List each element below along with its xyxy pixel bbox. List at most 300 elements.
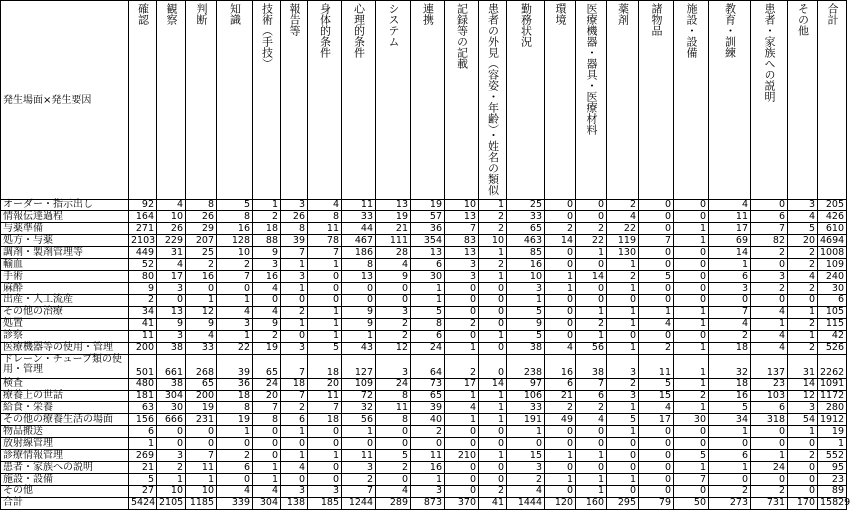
col-header xyxy=(818,1,847,200)
table-cell: 6 xyxy=(709,271,751,283)
table-cell: 8 xyxy=(308,211,342,223)
table-cell: 25 xyxy=(186,247,217,259)
table-cell: 38 xyxy=(157,342,186,354)
table-cell: 95 xyxy=(818,462,847,474)
table-cell: 0 xyxy=(639,474,674,486)
table-cell: 1 xyxy=(674,223,709,235)
table-cell: 1 xyxy=(411,283,445,295)
table-cell: 9 xyxy=(253,318,281,330)
table-cell: 7 xyxy=(217,271,253,283)
table-cell: 1 xyxy=(217,295,253,307)
row-label: 患者・家族への説明 xyxy=(1,462,129,474)
table-cell: 186 xyxy=(342,247,376,259)
table-cell: 552 xyxy=(818,450,847,462)
table-cell: 6 xyxy=(411,330,445,342)
table-cell: 19 xyxy=(376,211,411,223)
col-header xyxy=(376,1,411,200)
table-cell: 80 xyxy=(129,271,157,283)
table-cell: 72 xyxy=(342,390,376,402)
table-cell: 2 xyxy=(507,474,545,486)
table-cell: 0 xyxy=(709,295,751,307)
table-cell: 30 xyxy=(157,402,186,414)
col-header xyxy=(445,1,479,200)
table-cell: 18 xyxy=(308,414,342,426)
table-cell: 2 xyxy=(479,259,507,271)
table-cell: 7 xyxy=(308,247,342,259)
table-cell: 11 xyxy=(186,462,217,474)
table-cell: 7 xyxy=(281,247,308,259)
table-cell: 19 xyxy=(217,414,253,426)
table-cell: 127 xyxy=(342,354,376,378)
table-cell: 1 xyxy=(479,450,507,462)
table-cell: 2 xyxy=(186,259,217,271)
table-cell: 0 xyxy=(479,426,507,438)
table-cell: 3 xyxy=(411,486,445,498)
table-cell: 130 xyxy=(607,247,639,259)
table-cell: 0 xyxy=(281,295,308,307)
table-cell: 11 xyxy=(376,402,411,414)
table-cell: 7 xyxy=(576,378,607,390)
table-cell: 1 xyxy=(607,474,639,486)
table-cell: 0 xyxy=(674,486,709,498)
table-cell: 31 xyxy=(788,354,818,378)
table-cell: 1 xyxy=(479,414,507,426)
table-cell: 0 xyxy=(751,259,788,271)
table-cell: 229 xyxy=(157,235,186,247)
table-cell: 16 xyxy=(411,462,445,474)
table-cell: 0 xyxy=(639,426,674,438)
table-cell: 0 xyxy=(479,318,507,330)
table-cell: 8 xyxy=(186,199,217,211)
table-cell: 14 xyxy=(479,378,507,390)
table-cell: 0 xyxy=(639,450,674,462)
table-cell: 526 xyxy=(818,342,847,354)
table-cell: 12 xyxy=(376,342,411,354)
table-cell: 5 xyxy=(607,414,639,426)
table-cell: 5 xyxy=(411,306,445,318)
table-row xyxy=(1,354,847,378)
table-cell: 2103 xyxy=(129,235,157,247)
table-cell: 2262 xyxy=(818,354,847,378)
row-label: 輸血 xyxy=(1,259,129,271)
table-cell: 0 xyxy=(186,426,217,438)
table-cell: 289 xyxy=(376,497,411,509)
table-cell: 156 xyxy=(129,414,157,426)
table-cell: 666 xyxy=(157,414,186,426)
col-header-text: 環境 xyxy=(554,3,567,25)
table-cell: 0 xyxy=(507,438,545,450)
table-cell: 109 xyxy=(818,259,847,271)
table-cell: 8 xyxy=(342,259,376,271)
table-cell: 9 xyxy=(129,283,157,295)
table-cell: 0 xyxy=(411,438,445,450)
col-header-text: 観察 xyxy=(165,3,178,25)
table-row xyxy=(1,199,847,211)
table-cell: 30 xyxy=(674,414,709,426)
table-cell: 0 xyxy=(479,283,507,295)
table-cell: 0 xyxy=(342,295,376,307)
table-cell: 4 xyxy=(507,486,545,498)
table-cell: 2 xyxy=(253,211,281,223)
table-cell: 28 xyxy=(376,247,411,259)
table-cell: 3 xyxy=(253,259,281,271)
table-cell: 0 xyxy=(308,271,342,283)
table-cell: 128 xyxy=(217,235,253,247)
table-cell: 3 xyxy=(157,450,186,462)
table-cell: 0 xyxy=(545,438,576,450)
table-cell: 2 xyxy=(751,486,788,498)
table-cell: 0 xyxy=(308,462,342,474)
row-label: 麻酔 xyxy=(1,283,129,295)
table-cell: 0 xyxy=(376,426,411,438)
table-cell: 11 xyxy=(342,199,376,211)
table-cell: 4 xyxy=(217,486,253,498)
table-cell: 0 xyxy=(376,438,411,450)
table-cell: 32 xyxy=(709,354,751,378)
table-cell: 89 xyxy=(818,486,847,498)
table-cell: 138 xyxy=(281,497,308,509)
table-cell: 7 xyxy=(281,354,308,378)
table-cell: 18 xyxy=(308,354,342,378)
table-cell: 5 xyxy=(507,306,545,318)
table-cell: 1 xyxy=(479,402,507,414)
table-cell: 14 xyxy=(788,378,818,390)
table-cell: 10 xyxy=(445,199,479,211)
table-cell: 238 xyxy=(507,354,545,378)
table-cell: 8 xyxy=(253,414,281,426)
table-cell: 1 xyxy=(607,283,639,295)
table-cell: 240 xyxy=(818,271,847,283)
table-cell: 20 xyxy=(788,235,818,247)
table-cell: 6 xyxy=(751,211,788,223)
table-cell: 0 xyxy=(639,295,674,307)
table-cell: 0 xyxy=(157,438,186,450)
col-header xyxy=(342,1,376,200)
table-cell: 1 xyxy=(342,426,376,438)
table-cell: 79 xyxy=(639,497,674,509)
table-cell: 56 xyxy=(342,414,376,426)
col-header-text: 医療機器・器具・医療材料 xyxy=(585,3,598,135)
table-cell: 1 xyxy=(788,330,818,342)
col-header xyxy=(709,1,751,200)
table-cell: 467 xyxy=(342,235,376,247)
table-cell: 22 xyxy=(217,342,253,354)
table-cell: 5 xyxy=(709,402,751,414)
table-cell: 0 xyxy=(639,223,674,235)
table-cell: 2 xyxy=(376,318,411,330)
col-header xyxy=(751,1,788,200)
table-cell: 11 xyxy=(639,354,674,378)
table-cell: 4 xyxy=(607,211,639,223)
table-cell: 0 xyxy=(709,438,751,450)
col-header xyxy=(607,1,639,200)
table-cell: 97 xyxy=(507,378,545,390)
table-cell: 0 xyxy=(186,438,217,450)
table-cell: 4 xyxy=(308,199,342,211)
table-cell: 1 xyxy=(507,426,545,438)
table-cell: 44 xyxy=(342,223,376,235)
table-cell: 11 xyxy=(308,390,342,402)
table-cell: 2 xyxy=(376,330,411,342)
table-cell: 0 xyxy=(186,283,217,295)
table-cell: 0 xyxy=(674,283,709,295)
table-row xyxy=(1,235,847,247)
table-cell: 6 xyxy=(818,295,847,307)
table-cell: 0 xyxy=(253,426,281,438)
col-header-text: 患者の外見（容姿・年齢）・姓名の類似 xyxy=(486,3,500,196)
table-cell: 7 xyxy=(281,390,308,402)
table-cell: 0 xyxy=(217,283,253,295)
table-cell: 6 xyxy=(545,378,576,390)
table-cell: 1 xyxy=(253,462,281,474)
table-cell: 1 xyxy=(445,342,479,354)
table-cell: 29 xyxy=(186,223,217,235)
table-cell: 271 xyxy=(129,223,157,235)
table-cell: 0 xyxy=(342,438,376,450)
table-cell: 24 xyxy=(253,378,281,390)
table-cell: 3 xyxy=(376,306,411,318)
table-cell: 0 xyxy=(788,474,818,486)
table-cell: 1 xyxy=(545,283,576,295)
table-cell: 23 xyxy=(818,474,847,486)
table-cell: 17 xyxy=(639,414,674,426)
table-cell: 0 xyxy=(545,426,576,438)
table-cell: 1 xyxy=(186,474,217,486)
table-cell: 339 xyxy=(217,497,253,509)
table-cell: 109 xyxy=(342,378,376,390)
table-cell: 295 xyxy=(607,497,639,509)
table-cell: 38 xyxy=(507,342,545,354)
table-cell: 9 xyxy=(186,318,217,330)
table-cell: 0 xyxy=(607,450,639,462)
row-label: その他 xyxy=(1,486,129,498)
table-cell: 2 xyxy=(545,402,576,414)
table-cell: 103 xyxy=(751,390,788,402)
table-cell: 20 xyxy=(308,378,342,390)
table-cell: 2 xyxy=(479,211,507,223)
table-cell: 0 xyxy=(308,474,342,486)
table-cell: 4 xyxy=(186,330,217,342)
table-cell: 273 xyxy=(709,497,751,509)
table-cell: 1 xyxy=(639,306,674,318)
table-cell: 1 xyxy=(281,450,308,462)
table-cell: 83 xyxy=(445,235,479,247)
table-cell: 1 xyxy=(129,438,157,450)
row-label: 療養上の世話 xyxy=(1,390,129,402)
table-cell: 3 xyxy=(507,283,545,295)
table-cell: 7 xyxy=(674,474,709,486)
table-cell: 4 xyxy=(751,342,788,354)
table-cell: 2 xyxy=(709,330,751,342)
table-cell: 2 xyxy=(639,342,674,354)
table-cell: 2 xyxy=(607,378,639,390)
table-cell: 6 xyxy=(129,426,157,438)
table-cell: 0 xyxy=(479,474,507,486)
col-header-text: 合計 xyxy=(826,3,839,25)
table-cell: 39 xyxy=(281,235,308,247)
table-cell: 0 xyxy=(576,438,607,450)
table-cell: 210 xyxy=(445,450,479,462)
table-cell: 0 xyxy=(308,426,342,438)
table-cell: 0 xyxy=(376,474,411,486)
table-cell: 231 xyxy=(186,414,217,426)
table-cell: 57 xyxy=(411,211,445,223)
table-cell: 54 xyxy=(788,414,818,426)
table-cell: 2 xyxy=(479,486,507,498)
table-row xyxy=(1,318,847,330)
table-cell: 16 xyxy=(545,354,576,378)
table-cell: 21 xyxy=(376,223,411,235)
table-cell: 2 xyxy=(376,462,411,474)
table-cell: 2 xyxy=(788,450,818,462)
col-header-text: 報告等 xyxy=(288,3,301,36)
table-cell: 2 xyxy=(445,318,479,330)
table-cell: 42 xyxy=(818,330,847,342)
table-row xyxy=(1,247,847,259)
table-cell: 4 xyxy=(157,199,186,211)
table-row xyxy=(1,497,847,509)
table-cell: 2 xyxy=(253,330,281,342)
table-cell: 1172 xyxy=(818,390,847,402)
table-cell: 1 xyxy=(308,259,342,271)
table-cell: 1 xyxy=(751,450,788,462)
table-cell: 0 xyxy=(639,486,674,498)
table-cell: 2 xyxy=(751,283,788,295)
table-cell: 9 xyxy=(253,247,281,259)
table-cell: 7 xyxy=(709,306,751,318)
col-header-text: 諸物品 xyxy=(650,3,663,36)
col-header xyxy=(545,1,576,200)
table-cell: 0 xyxy=(445,438,479,450)
table-cell: 0 xyxy=(545,199,576,211)
table-cell: 0 xyxy=(674,438,709,450)
table-cell: 0 xyxy=(788,438,818,450)
table-cell: 10 xyxy=(157,486,186,498)
table-cell: 0 xyxy=(445,330,479,342)
table-cell: 3 xyxy=(308,486,342,498)
table-cell: 0 xyxy=(607,438,639,450)
table-cell: 65 xyxy=(411,390,445,402)
table-cell: 2 xyxy=(157,462,186,474)
table-cell: 21 xyxy=(129,462,157,474)
col-header xyxy=(411,1,445,200)
table-cell: 1 xyxy=(788,426,818,438)
col-header xyxy=(576,1,607,200)
table-body xyxy=(1,198,850,510)
col-header xyxy=(186,1,217,200)
table-cell: 19 xyxy=(253,342,281,354)
table-cell: 0 xyxy=(639,283,674,295)
table-cell: 32 xyxy=(342,402,376,414)
col-header xyxy=(217,1,253,200)
table-cell: 16 xyxy=(507,259,545,271)
table-cell: 4 xyxy=(281,462,308,474)
table-row xyxy=(1,342,847,354)
table-cell: 2 xyxy=(607,271,639,283)
table-cell: 38 xyxy=(576,354,607,378)
row-label: 処置 xyxy=(1,318,129,330)
table-cell: 304 xyxy=(253,497,281,509)
table-cell: 18 xyxy=(217,390,253,402)
table-cell: 463 xyxy=(507,235,545,247)
table-cell: 0 xyxy=(342,283,376,295)
table-row xyxy=(1,474,847,486)
table-cell: 19 xyxy=(818,426,847,438)
table-cell: 0 xyxy=(674,247,709,259)
table-cell: 1 xyxy=(674,402,709,414)
table-cell: 3 xyxy=(281,342,308,354)
table-cell: 280 xyxy=(818,402,847,414)
table-cell: 3 xyxy=(788,199,818,211)
col-header-text: 判断 xyxy=(195,3,208,25)
table-cell: 69 xyxy=(709,235,751,247)
table-cell: 4 xyxy=(639,318,674,330)
table-cell: 170 xyxy=(788,497,818,509)
table-cell: 10 xyxy=(479,235,507,247)
table-cell: 1 xyxy=(186,295,217,307)
table-cell: 0 xyxy=(751,438,788,450)
corner-label: 発生場面×発生要因 xyxy=(1,1,129,200)
table-cell: 0 xyxy=(674,330,709,342)
table-row xyxy=(1,306,847,318)
table-cell: 49 xyxy=(545,414,576,426)
table-cell: 64 xyxy=(411,354,445,378)
table-cell: 8 xyxy=(217,402,253,414)
table-row xyxy=(1,259,847,271)
table-cell: 0 xyxy=(281,474,308,486)
table-cell: 0 xyxy=(445,306,479,318)
table-cell: 1 xyxy=(751,318,788,330)
table-cell: 1 xyxy=(674,354,709,378)
table-cell: 4694 xyxy=(818,235,847,247)
table-cell: 26 xyxy=(281,211,308,223)
table-cell: 5 xyxy=(129,474,157,486)
table-cell: 33 xyxy=(507,402,545,414)
table-cell: 1 xyxy=(507,295,545,307)
table-cell: 0 xyxy=(479,306,507,318)
col-header-text: 心理的条件 xyxy=(352,3,366,58)
table-cell: 16 xyxy=(217,223,253,235)
table-row xyxy=(1,295,847,307)
table-cell: 0 xyxy=(281,330,308,342)
table-cell: 17 xyxy=(157,271,186,283)
table-cell: 0 xyxy=(479,462,507,474)
table-cell: 0 xyxy=(751,426,788,438)
table-cell: 8 xyxy=(376,390,411,402)
table-cell: 17 xyxy=(445,378,479,390)
table-cell: 0 xyxy=(376,283,411,295)
table-cell: 78 xyxy=(308,235,342,247)
table-cell: 1 xyxy=(217,330,253,342)
table-cell: 0 xyxy=(545,295,576,307)
table-cell: 13 xyxy=(157,306,186,318)
table-cell: 21 xyxy=(545,390,576,402)
table-cell: 1 xyxy=(674,462,709,474)
table-cell: 1 xyxy=(576,247,607,259)
table-cell: 0 xyxy=(751,295,788,307)
table-cell: 200 xyxy=(129,342,157,354)
table-cell: 0 xyxy=(576,211,607,223)
table-cell: 18 xyxy=(709,342,751,354)
table-cell: 0 xyxy=(545,247,576,259)
table-cell: 200 xyxy=(186,390,217,402)
table-cell: 9 xyxy=(507,318,545,330)
table-cell: 36 xyxy=(217,378,253,390)
col-header xyxy=(157,1,186,200)
row-label: 放射線管理 xyxy=(1,438,129,450)
table-cell: 3 xyxy=(445,259,479,271)
table-cell: 36 xyxy=(411,223,445,235)
